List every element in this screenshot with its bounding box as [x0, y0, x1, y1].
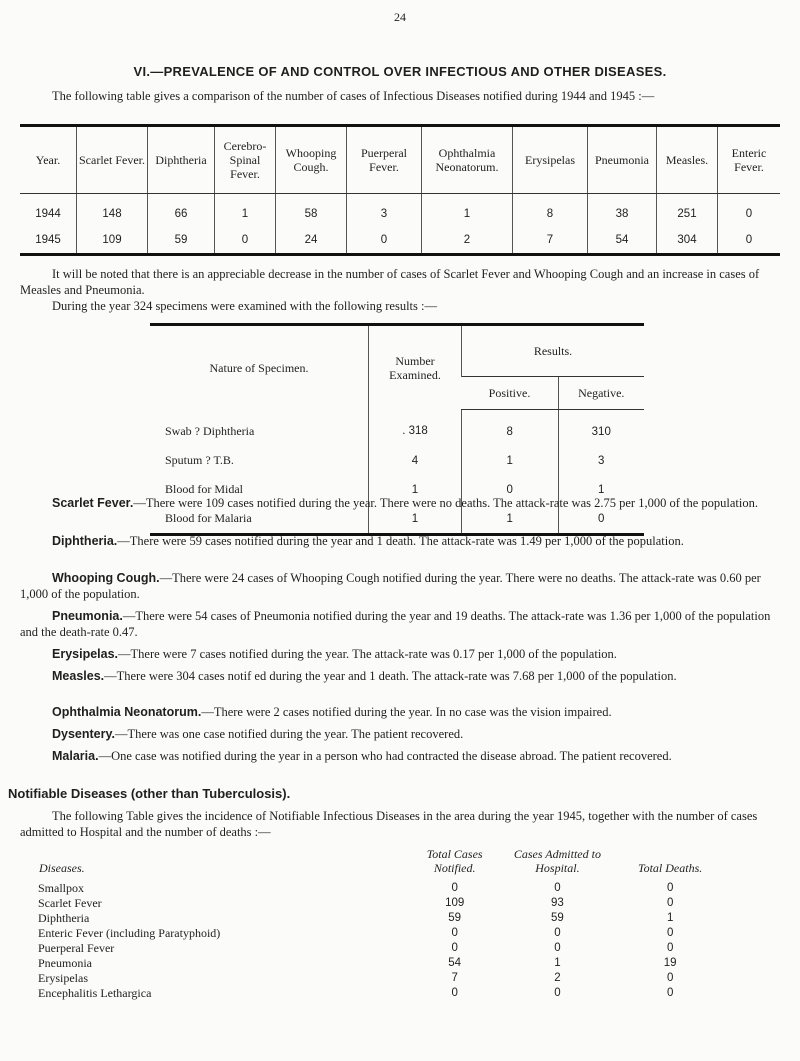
- table-cell: 0: [718, 227, 781, 255]
- table-cell: 3: [558, 446, 644, 475]
- col-header: Cerebro-Spinal Fever.: [215, 126, 276, 194]
- intro-paragraph: The following table gives a comparison of the number of cases of Infectious Diseases notified during 1944 and 1945 :—: [52, 89, 655, 103]
- table-row: [150, 410, 644, 447]
- table-cell: Swab ? Diphtheria: [165, 423, 255, 438]
- table-cell: 93: [551, 897, 564, 909]
- table-cell: 0: [451, 942, 458, 954]
- col-header: Number Examined.: [369, 325, 462, 410]
- note-heading: Measles.: [52, 669, 105, 683]
- col-header: Nature of Specimen.: [209, 360, 309, 375]
- note-diphtheria: [20, 533, 780, 549]
- comparison-header-row: [20, 126, 780, 194]
- table-row: [150, 446, 644, 475]
- table-cell: . 318: [369, 410, 462, 447]
- specimens-header-row: [150, 325, 644, 377]
- table-cell: Pneumonia: [38, 956, 92, 970]
- notifiable-heading: [8, 786, 768, 802]
- table-cell: 1944: [35, 208, 61, 220]
- specimens-intro: During the year 324 specimens were examined with the following results :—: [52, 299, 437, 313]
- table-cell: 1: [462, 504, 559, 535]
- notifiable-intro: The following Table gives the incidence of Notifiable Infectious Diseases in the area during the year 1945, together with the number of cases admitted to Hospital and the number of deaths :—: [20, 809, 758, 839]
- table-cell: 8: [513, 194, 588, 228]
- table-cell: 8: [462, 410, 559, 447]
- table-cell: 1: [422, 194, 513, 228]
- note-text: —There were 59 cases notified during the year and 1 death. The attack-rate was 1.49 per 1,000 of the population.: [117, 534, 684, 548]
- table-row: [38, 881, 728, 896]
- col-header: Diseases.: [39, 861, 85, 875]
- col-header: Whooping Cough.: [276, 126, 347, 194]
- note-heading: Whooping Cough.: [52, 571, 160, 585]
- note-erysipelas: [20, 646, 780, 662]
- table-row: [38, 956, 728, 971]
- table-row: [38, 986, 728, 1001]
- note-text: —There were 54 cases of Pneumonia notified during the year and 19 deaths. The attack-rate was 1.36 per 1,000 of the population and the death-rate 0.47.: [20, 609, 771, 639]
- table-cell: 0: [666, 972, 674, 984]
- table-cell: 0: [554, 882, 561, 894]
- table-row: [38, 971, 728, 986]
- col-header: Diphtheria: [148, 126, 215, 194]
- table-cell: Puerperal Fever: [38, 941, 115, 955]
- note-heading: Diphtheria.: [52, 534, 118, 548]
- notifiable-heading-text: Notifiable Diseases (other than Tuberculosis).: [8, 786, 291, 801]
- table-cell: 0: [462, 475, 559, 504]
- note-heading: Dysentery.: [52, 727, 115, 741]
- table-cell: 66: [148, 194, 215, 228]
- col-header: Scarlet Fever.: [77, 126, 148, 194]
- table-row: [38, 896, 728, 911]
- col-header: Enteric Fever.: [718, 126, 781, 194]
- table-cell: 0: [558, 504, 644, 535]
- table-cell: Sputum ? T.B.: [165, 453, 234, 467]
- table-cell: 0: [554, 927, 561, 939]
- table-cell: 0: [554, 987, 561, 999]
- col-header: Pneumonia: [588, 126, 657, 194]
- note-dysentery: [20, 726, 780, 742]
- table-row: [20, 194, 780, 228]
- table-cell: Diphtheria: [38, 911, 90, 925]
- notifiable-header-row: [38, 846, 728, 881]
- table-cell: 109: [77, 227, 148, 255]
- note-ophthalmia: [20, 704, 780, 720]
- table-cell: 0: [666, 882, 674, 894]
- table-cell: Blood for Malaria: [165, 511, 252, 525]
- note-measles: [20, 668, 780, 684]
- table-cell: Erysipelas: [38, 971, 88, 985]
- col-header: Erysipelas: [513, 126, 588, 194]
- table-cell: 54: [448, 957, 462, 969]
- table-cell: 3: [347, 194, 422, 228]
- table-cell: 0: [666, 942, 674, 954]
- col-header: Ophthalmia Neonatorum.: [422, 126, 513, 194]
- table-row: [38, 911, 728, 926]
- table-cell: 59: [148, 227, 215, 255]
- table-cell: Enteric Fever (including Paratyphoid): [38, 926, 221, 940]
- col-header: Total Cases Notified.: [426, 847, 483, 875]
- table-cell: 0: [666, 927, 674, 939]
- table-cell: 304: [657, 227, 718, 255]
- note-text: —There were 24 cases of Whooping Cough notified during the year. There were no deaths. The attack-rate was 0.60 per 1,000 of the population.: [20, 571, 761, 601]
- table-cell: 7: [451, 972, 458, 984]
- note-heading: Pneumonia.: [52, 609, 123, 623]
- table-cell: 59: [448, 912, 462, 924]
- table-cell: Blood for Midal: [165, 482, 243, 496]
- table-cell: 1: [666, 912, 674, 924]
- notifiable-table: [38, 846, 728, 1001]
- table-cell: 59: [551, 912, 564, 924]
- table-cell: 58: [276, 194, 347, 228]
- col-header: Total Deaths.: [638, 861, 703, 875]
- table-cell: Smallpox: [38, 881, 85, 895]
- note-decrease: It will be noted that there is an appreciable decrease in the number of cases of Scarlet Fever and Whooping Cough and an increase in cases of Measles and Pneumonia.: [20, 267, 760, 297]
- table-cell: 1: [554, 957, 561, 969]
- table-cell: 0: [215, 227, 276, 255]
- table-cell: 19: [663, 957, 677, 969]
- note-malaria: [20, 748, 780, 764]
- note-text: —There were 7 cases notified during the year. The attack-rate was 0.17 per 1,000 of the population.: [118, 647, 617, 661]
- table-cell: 0: [554, 942, 561, 954]
- table-cell: 1945: [35, 234, 61, 246]
- table-cell: 38: [588, 194, 657, 228]
- col-header: Negative.: [558, 377, 644, 410]
- table-cell: 2: [422, 227, 513, 255]
- table-cell: 0: [666, 987, 674, 999]
- col-header: Results.: [462, 325, 645, 377]
- note-text: —There were 2 cases notified during the year. In no case was the vision impaired.: [201, 705, 612, 719]
- section-title: VI.—PREVALENCE OF AND CONTROL OVER INFECTIOUS AND OTHER DISEASES.: [133, 64, 667, 79]
- note-text: —There were 304 cases notif ed during the year and 1 death. The attack-rate was 7.68 per 1,000 of the population.: [104, 669, 677, 683]
- table-cell: 4: [369, 446, 462, 475]
- table-cell: 24: [276, 227, 347, 255]
- table-row: [38, 926, 728, 941]
- table-cell: 7: [513, 227, 588, 255]
- table-cell: 0: [666, 897, 674, 909]
- table-cell: 1: [369, 475, 462, 504]
- table-cell: 0: [451, 987, 458, 999]
- note-text: —There were 109 cases notified during the year. There were no deaths. The attack-rate was 2.75 per 1,000 of the population.: [133, 496, 758, 510]
- table-row: [20, 227, 780, 255]
- comparison-table: [20, 124, 780, 256]
- note-heading: Scarlet Fever.: [52, 496, 134, 510]
- table-cell: 148: [77, 194, 148, 228]
- note-scarlet-fever: [20, 495, 780, 511]
- table-cell: 1: [215, 194, 276, 228]
- table-cell: 0: [451, 882, 458, 894]
- table-cell: 1: [462, 446, 559, 475]
- table-cell: 310: [558, 410, 644, 447]
- note-heading: Erysipelas.: [52, 647, 119, 661]
- note-text: —One case was notified during the year in a person who had contracted the disease abroad. The patient recovered.: [98, 749, 672, 763]
- col-header: Cases Admitted to Hospital.: [513, 847, 601, 875]
- col-header: Measles.: [657, 126, 718, 194]
- table-cell: 251: [657, 194, 718, 228]
- table-cell: 109: [445, 897, 465, 909]
- col-header: Year.: [20, 126, 77, 194]
- col-header: Positive.: [462, 377, 559, 410]
- table-cell: Scarlet Fever: [38, 896, 102, 910]
- note-pneumonia: [20, 608, 780, 640]
- table-cell: 1: [369, 504, 462, 535]
- table-cell: 2: [554, 972, 561, 984]
- table-cell: 0: [347, 227, 422, 255]
- table-cell: 0: [718, 194, 781, 228]
- note-heading: Ophthalmia Neonatorum.: [52, 705, 202, 719]
- table-cell: 54: [588, 227, 657, 255]
- note-whooping-cough: [20, 570, 780, 602]
- page-number: 24: [394, 10, 406, 24]
- note-text: —There was one case notified during the year. The patient recovered.: [115, 727, 464, 741]
- table-cell: Encephalitis Lethargica: [38, 986, 152, 1000]
- col-header: Puerperal Fever.: [347, 126, 422, 194]
- note-heading: Malaria.: [52, 749, 99, 763]
- table-cell: 0: [451, 927, 458, 939]
- table-row: [38, 941, 728, 956]
- table-cell: 1: [558, 475, 644, 504]
